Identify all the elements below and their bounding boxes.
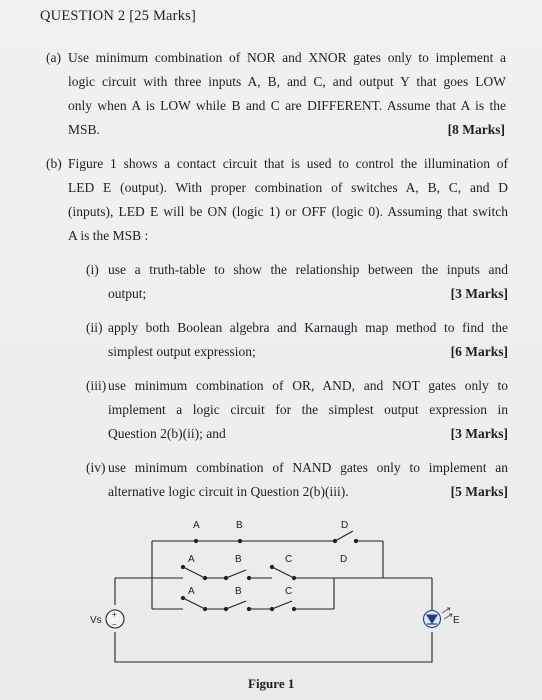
question-heading: QUESTION 2 [25 Marks] [40,8,197,24]
part-a-line-1: Use minimum combination of NOR and XNOR gates only to implement a [68,50,506,65]
source-plus: + [112,610,117,619]
top-label-b: B [236,520,243,531]
mid-label-a: A [188,554,195,565]
mid-label-b: B [235,554,242,565]
contact-circuit-figure [0,510,542,700]
sub-iii-label: (iii) [86,378,107,393]
bot-switch-c-blade [272,601,292,609]
part-b-line-2: LED E (output). With proper combination of switches A, B, C, and D [68,180,508,195]
sub-i-line-2: output; [108,286,147,301]
wire-left-lower [115,632,432,662]
mid-switch-a-blade [183,567,203,577]
bot-switch-b-blade [226,601,246,609]
part-a-marks: [8 Marks] [447,122,505,137]
part-a-line-3: only when A is LOW while B and C are DIFFERENT. Assume that A is the [68,98,506,113]
sub-ii-line-1: apply both Boolean algebra and Karnaugh map method to find the [108,320,508,335]
sub-iv-line-1: use minimum combination of NAND gates only to implement an [108,460,508,475]
part-a-line-4: MSB. [68,122,100,137]
sub-i-marks: [3 Marks] [450,286,508,301]
led-emission-arrow-1 [442,608,450,613]
part-b-line-1: Figure 1 shows a contact circuit that is used to control the illumination of [68,156,508,171]
top-switch-d-blade [335,531,353,541]
figure-caption: Figure 1 [248,676,295,691]
sub-iii-line-3: Question 2(b)(ii); and [108,426,226,441]
bot-switch-a-blade [183,598,203,608]
sub-iv-marks: [5 Marks] [450,484,508,499]
part-b-line-3: (inputs), LED E will be ON (logic 1) or OFF (logic 0). Assuming that switch [68,204,508,219]
mid-switch-b-blade [226,570,246,578]
led-emission-arrow-2 [444,614,452,619]
sub-iv-line-2: alternative logic circuit in Question 2(b)(iii). [108,484,349,499]
led-label: E [453,615,460,626]
top-label-d: D [341,520,349,531]
source-minus: − [112,620,117,629]
sub-ii-marks: [6 Marks] [450,344,508,359]
mid-switch-c-blade [272,567,292,577]
bot-label-b: B [235,586,242,597]
sub-i-label: (i) [86,262,99,277]
sub-ii-line-2: simplest output expression; [108,344,256,359]
top-label-a: A [193,520,200,531]
bot-label-a: A [188,586,195,597]
part-b-label: (b) [46,156,62,171]
sub-iii-line-2: implement a logic circuit for the simplest output expression in [108,402,508,417]
bot-label-c: C [285,586,293,597]
sub-iii-marks: [3 Marks] [450,426,508,441]
sub-iv-label: (iv) [86,460,106,475]
part-a-label: (a) [46,50,61,65]
source-label: Vs [90,615,102,626]
sub-ii-label: (ii) [86,320,103,335]
part-a-line-2: logic circuit with three inputs A, B, and C, and output Y that goes LOW [68,74,506,89]
mid-label-d: D [340,554,348,565]
sub-i-line-1: use a truth-table to show the relationship between the inputs and [108,262,508,277]
mid-label-c: C [285,554,293,565]
part-b-line-4: A is the MSB : [68,228,149,243]
sub-iii-line-1: use minimum combination of OR, AND, and NOT gates only to [108,378,508,393]
